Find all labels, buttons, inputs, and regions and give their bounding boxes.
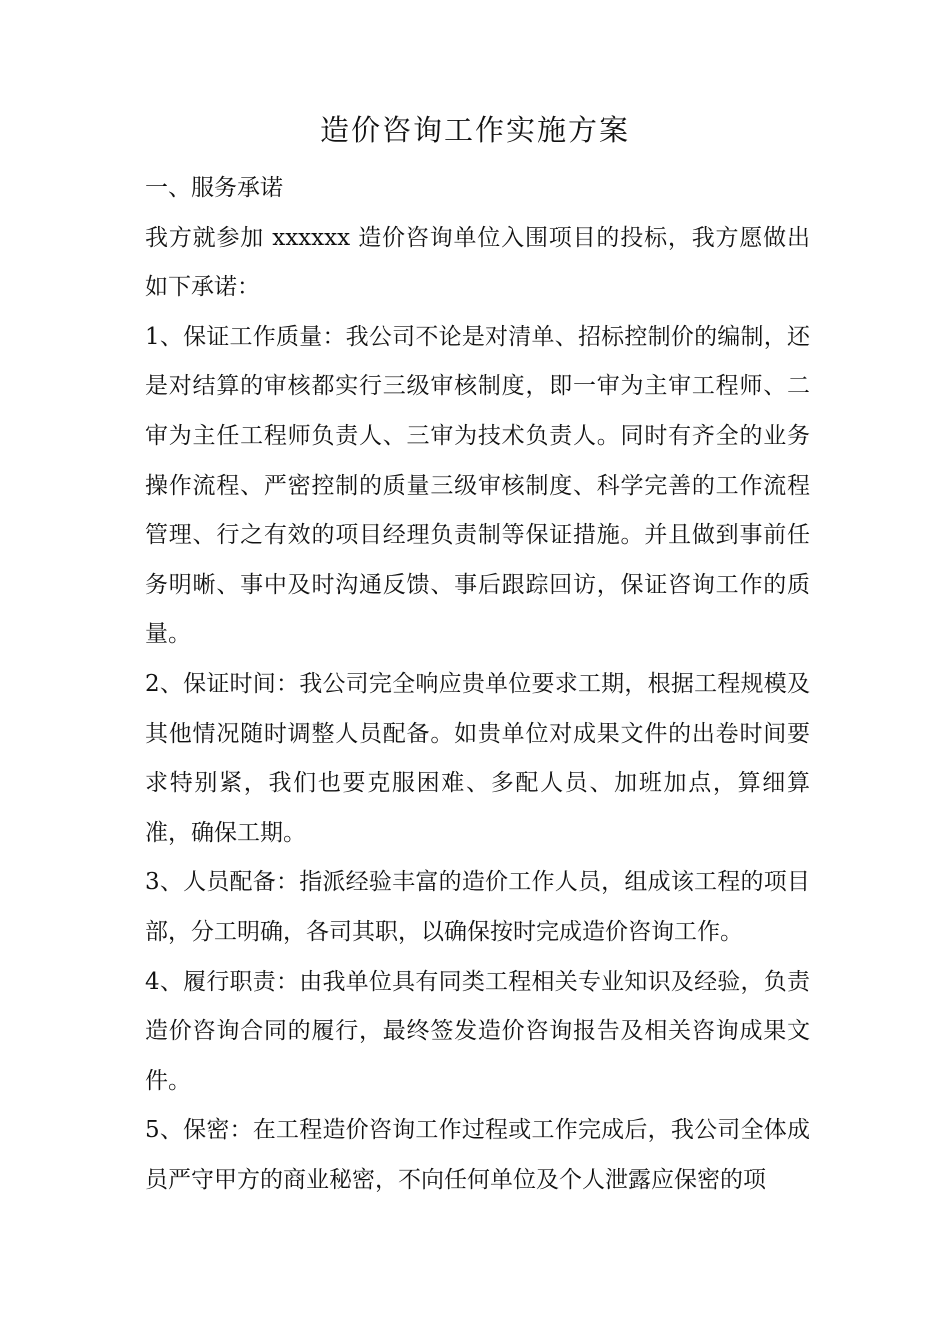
document-title: 造价咨询工作实施方案	[319, 113, 630, 147]
paragraph-quality: 1、保证工作质量：我公司不论是对清单、招标控制价的编制，还是对结算的审核都实行三级审核制度，即一审为主审工程师、二审为主任工程师负责人、三审为技术负责人。同时有齐全的业务操作流程、严密控制的质量三级审核制度、科学完善的工作流程管理、行之有效的项目经理负责制等保证措施。并且做到事前任务明晰、事中及时沟通反馈、事后跟踪回访，保证咨询工作的质量。	[145, 323, 810, 648]
section-heading: 一、服务承诺	[145, 175, 283, 201]
paragraph-duties: 4、履行职责：由我单位具有同类工程相关专业知识及经验，负责造价咨询合同的履行，最终签发造价咨询报告及相关咨询成果文件。	[145, 968, 810, 1094]
paragraph-staffing: 3、人员配备：指派经验丰富的造价工作人员，组成该工程的项目部，分工明确，各司其职，以确保按时完成造价咨询工作。	[145, 869, 810, 945]
paragraph-confidentiality: 5、保密：在工程造价咨询工作过程或工作完成后，我公司全体成员严守甲方的商业秘密，不向任何单位及个人泄露应保密的项	[145, 1117, 810, 1193]
paragraph-time: 2、保证时间：我公司完全响应贵单位要求工期，根据工程规模及其他情况随时调整人员配备。如贵单位对成果文件的出卷时间要求特别紧，我们也要克服困难、多配人员、加班加点，算细算准，确保工期。	[145, 670, 810, 846]
document-body	[145, 164, 810, 1205]
paragraph-intro: 我方就参加 xxxxxx 造价咨询单位入围项目的投标，我方愿做出如下承诺：	[145, 224, 810, 301]
